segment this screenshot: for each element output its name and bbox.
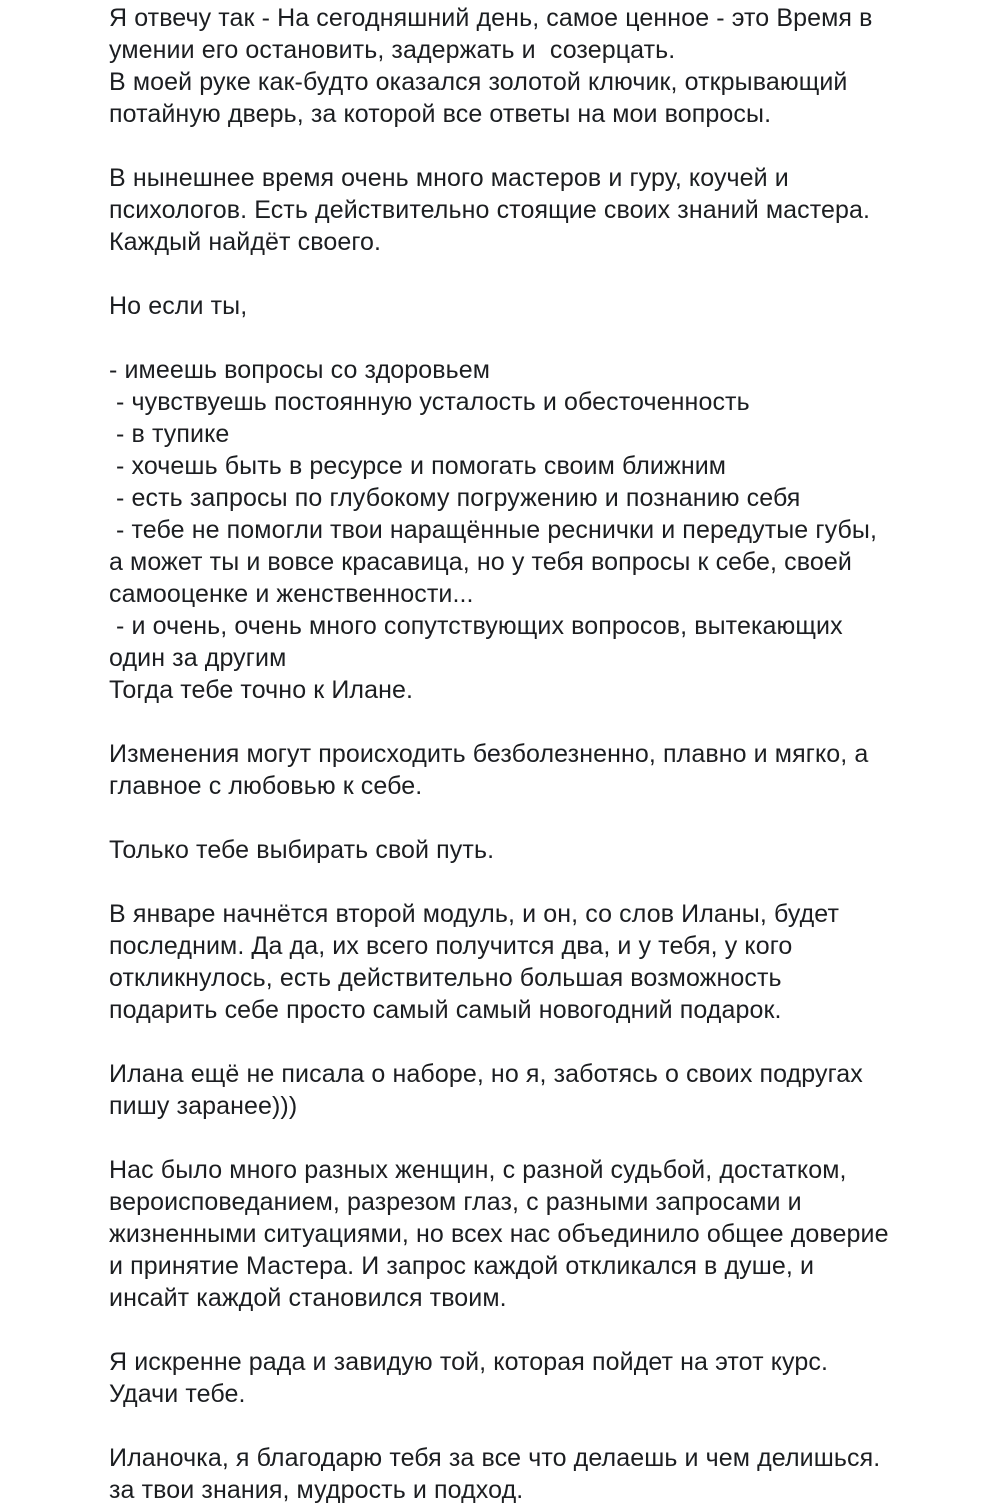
post-line: за твои знания, мудрость и подход. xyxy=(109,1476,524,1504)
post-line-blank xyxy=(109,1122,969,1154)
post-line: Только тебе выбирать свой путь. xyxy=(109,836,495,864)
post-line: психологов. Есть действительно стоящие своих знаний мастера. xyxy=(109,196,871,224)
post-line: один за другим xyxy=(109,644,287,672)
post-line: Нас было много разных женщин, с разной судьбой, достатком, xyxy=(109,1156,847,1184)
post-line: а может ты и вовсе красавица, но у тебя вопросы к себе, своей xyxy=(109,548,852,576)
post-line-blank xyxy=(109,322,969,354)
post-line: В январе начнётся второй модуль, и он, со слов Иланы, будет xyxy=(109,900,839,928)
post-line-blank xyxy=(109,130,969,162)
post-line: Каждый найдёт своего. xyxy=(109,228,382,256)
post-line-blank xyxy=(109,706,969,738)
post-line: жизненными ситуациями, но всех нас объединило общее доверие xyxy=(109,1220,889,1248)
post-line: Удачи тебе. xyxy=(109,1380,246,1408)
post-line: инсайт каждой становился твоим. xyxy=(109,1284,507,1312)
post-line: В нынешнее время очень много мастеров и гуру, коучей и xyxy=(109,164,789,192)
post-line: Илана ещё не писала о наборе, но я, заботясь о своих подругах xyxy=(109,1060,863,1088)
post-line: Я искренне рада и завидую той, которая пойдет на этот курс. xyxy=(109,1348,829,1376)
list-item: - хочешь быть в ресурсе и помогать своим ближним xyxy=(109,452,727,480)
post-line: В моей руке как-будто оказался золотой ключик, открывающий xyxy=(109,68,848,96)
post-line-blank xyxy=(109,258,969,290)
post-line-blank xyxy=(109,802,969,834)
post-line: умении его остановить, задержать и созерцать. xyxy=(109,36,676,64)
post-line-blank xyxy=(109,1026,969,1058)
post-line: Иланочка, я благодарю тебя за все что делаешь и чем делишься. xyxy=(109,1444,881,1472)
post-line: последним. Да да, их всего получится два, и у тебя, у кого xyxy=(109,932,793,960)
post-line: вероисповеданием, разрезом глаз, с разными запросами и xyxy=(109,1188,802,1216)
post-line-blank xyxy=(109,1410,969,1442)
post-line: Но если ты, xyxy=(109,292,248,320)
post-line: Тогда тебе точно к Илане. xyxy=(109,676,414,704)
list-item: - тебе не помогли твои наращённые реснички и передутые губы, xyxy=(109,516,877,544)
post-line: потайную дверь, за которой все ответы на мои вопросы. xyxy=(109,100,772,128)
post-line-blank xyxy=(109,866,969,898)
post-line: Я отвечу так - На сегодняшний день, самое ценное - это Время в xyxy=(109,4,873,32)
post-line: подарить себе просто самый самый новогодний подарок. xyxy=(109,996,782,1024)
post-line-blank xyxy=(109,1314,969,1346)
post-line: самооценке и женственности... xyxy=(109,580,474,608)
post-line: и принятие Мастера. И запрос каждой откликался в душе, и xyxy=(109,1252,815,1280)
post-body xyxy=(109,0,969,1506)
list-item: - есть запросы по глубокому погружению и познанию себя xyxy=(109,484,801,512)
list-item: - и очень, очень много сопутствующих вопросов, вытекающих xyxy=(109,612,843,640)
list-item: - имеешь вопросы со здоровьем xyxy=(109,356,491,384)
post-line: главное с любовью к себе. xyxy=(109,772,423,800)
post-line: Изменения могут происходить безболезненно, плавно и мягко, а xyxy=(109,740,869,768)
post-line: откликнулось, есть действительно большая возможность xyxy=(109,964,782,992)
post-line: пишу заранее))) xyxy=(109,1092,298,1120)
list-item: - в тупике xyxy=(109,420,230,448)
list-item: - чувствуешь постоянную усталость и обесточенность xyxy=(109,388,750,416)
